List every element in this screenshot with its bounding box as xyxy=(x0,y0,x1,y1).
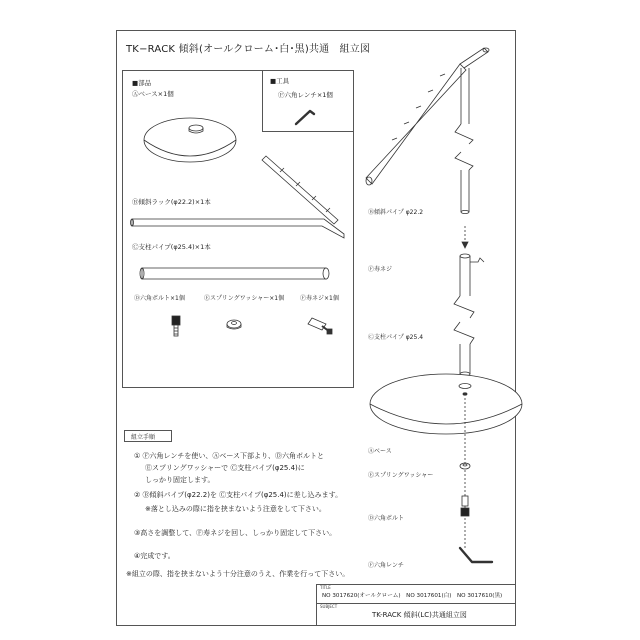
subject-label: SUBJECT xyxy=(320,604,338,609)
step-1-line-1: ① Ⓕ六角レンチを使い、Ⓐベース下部より、Ⓓ六角ボルトと xyxy=(134,452,324,460)
part-screw-label: Ⓕ寿ネジ×1個 xyxy=(300,295,339,302)
step-1-line-3: しっかり固定します。 xyxy=(145,476,215,484)
diagram-label-washer: Ⓔスプリングワッシャー xyxy=(368,472,434,479)
step-2-line-1: ② Ⓑ傾斜パイプ(φ22.2)を Ⓒ支柱パイプ(φ25.4)に差し込みます。 xyxy=(134,491,343,499)
diagram-label-screw: Ⓕ寿ネジ xyxy=(368,266,393,273)
assembly-support-pipe xyxy=(454,254,484,376)
step-2-note: ※落とし込みの際に指を挟まないよう注意をして下さい。 xyxy=(145,505,326,513)
tool-wrench-label: Ⓕ六角レンチ×1個 xyxy=(278,91,333,99)
rack-drawing xyxy=(131,156,345,238)
tools-header: ■工具 xyxy=(270,77,290,85)
parts-header: ■部品 xyxy=(132,79,152,87)
assembly-wrench xyxy=(460,548,492,562)
caution-note: ※組立の際、指を挟まないよう十分注意のうえ、作業を行って下さい。 xyxy=(126,570,350,578)
diagram-label-base: Ⓐベース xyxy=(368,448,392,455)
title-numbers: NO 3017620(オールクローム) NO 3017601(白) NO 3017610(黒) xyxy=(322,593,503,599)
assembly-bolt xyxy=(461,496,469,516)
wrench-drawing xyxy=(296,111,314,124)
assembly-washer xyxy=(460,463,470,469)
bolt-drawing xyxy=(172,316,180,336)
part-base-label: Ⓐベース×1個 xyxy=(132,90,174,98)
screw-drawing xyxy=(308,318,332,334)
diagram-label-bolt: Ⓓ六角ボルト xyxy=(368,515,405,522)
assembly-rack xyxy=(366,48,489,214)
part-bolt-label: Ⓓ六角ボルト×1個 xyxy=(134,295,185,302)
assembly-base xyxy=(370,374,522,434)
part-pipe-label: Ⓒ支柱パイプ(φ25.4)×1本 xyxy=(132,243,211,251)
diagram-label-wrench: Ⓕ六角レンチ xyxy=(368,562,404,569)
assembly-arrow-down xyxy=(462,226,468,248)
part-washer-label: Ⓔスプリングワッシャー×1個 xyxy=(204,295,285,302)
step-1-line-2: Ⓔスプリングワッシャーで Ⓒ支柱パイプ(φ25.4)に xyxy=(145,464,305,472)
page-title: TK−RACK 傾斜(オールクローム･白･黒)共通 組立図 xyxy=(126,44,371,55)
procedure-header: 組立手順 xyxy=(131,434,156,441)
step-3: ③高さを調整して、Ⓕ寿ネジを回し、しっかり固定して下さい。 xyxy=(134,529,337,537)
base-disc-drawing xyxy=(144,118,236,162)
pipe-drawing xyxy=(140,268,329,279)
diagram-label-rack-pipe: Ⓑ傾斜パイプ φ22.2 xyxy=(368,209,424,216)
title-label: TITLE xyxy=(320,585,331,590)
part-rack-label: Ⓑ傾斜ラック(φ22.2)×1本 xyxy=(132,198,211,206)
subject-text: TK-RACK 傾斜(LC)共通組立図 xyxy=(372,611,467,619)
diagram-label-pipe: Ⓒ支柱パイプ φ25.4 xyxy=(368,334,424,341)
step-4: ④完成です。 xyxy=(134,552,175,560)
washer-drawing xyxy=(227,320,241,329)
